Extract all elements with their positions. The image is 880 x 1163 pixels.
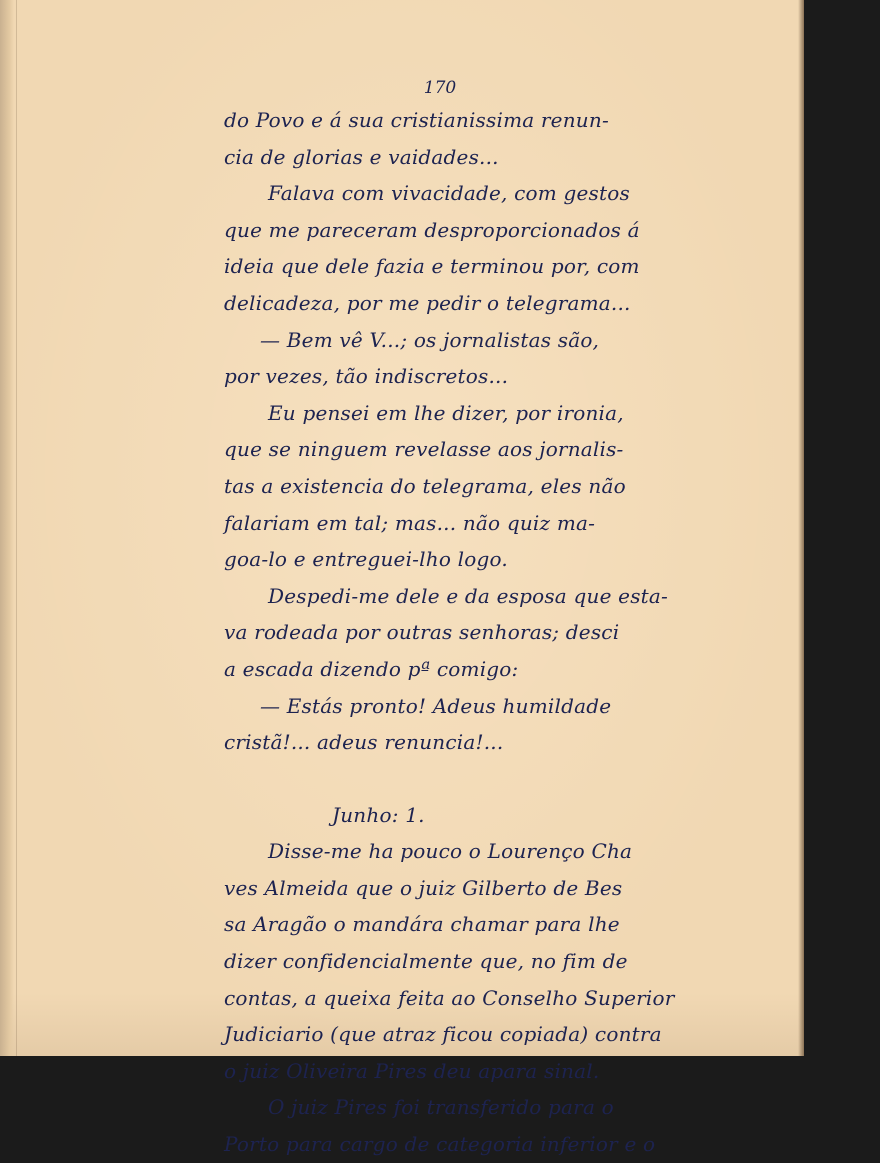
manuscript-line: Disse-me ha pouco o Lourenço Cha: [268, 839, 633, 864]
manuscript-line: va rodeada por outras senhoras; desci: [224, 620, 620, 645]
entry-spacer: [224, 761, 694, 797]
manuscript-line: goa-lo e entreguei-lho logo.: [224, 547, 508, 572]
manuscript-line: a escada dizendo pª comigo:: [224, 656, 519, 681]
manuscript-line: sa Aragão o mandára chamar para lhe: [224, 912, 620, 937]
manuscript-line: ves Almeida que o juiz Gilberto de Bes: [224, 875, 623, 900]
manuscript-line: falariam em tal; mas... não quiz ma-: [224, 510, 596, 535]
manuscript-line: contas, a queixa feita ao Conselho Superior: [224, 985, 675, 1010]
entry-date-heading: Junho: 1.: [332, 802, 425, 827]
manuscript-line: tas a existencia do telegrama, eles não: [224, 473, 626, 498]
manuscript-line: delicadeza, por me pedir o telegrama...: [224, 290, 631, 315]
manuscript-line: por vezes, tão indiscretos...: [224, 364, 509, 389]
manuscript-line: ideia que dele fazia e terminou por, com: [224, 254, 640, 279]
manuscript-line: Falava com vivacidade, com gestos: [268, 181, 630, 206]
page-gutter: [0, 0, 14, 1056]
manuscript-line: O juiz Pires foi transferido para o: [268, 1095, 614, 1120]
manuscript-line: dizer confidencialmente que, no fim de: [224, 949, 628, 974]
manuscript-line: cristã!... adeus renuncia!...: [224, 730, 504, 755]
page-edge-shadow: [798, 0, 804, 1056]
manuscript-line: Porto para cargo de categoria inferior e o: [224, 1132, 656, 1157]
manuscript-line: Eu pensei em lhe dizer, por ironia,: [268, 400, 624, 425]
manuscript-line: — Estás pronto! Adeus humildade: [260, 693, 612, 718]
manuscript-line: que me pareceram desproporcionados á: [224, 217, 640, 242]
manuscript-line: cia de glorias e vaidades...: [224, 144, 499, 169]
manuscript-line: Judiciario (que atraz ficou copiada) contra: [224, 1022, 662, 1047]
manuscript-line: Despedi-me dele e da esposa que esta-: [268, 583, 668, 608]
page-number: 170: [423, 78, 457, 98]
binding-line: [16, 0, 17, 1056]
manuscript-line: o juiz Oliveira Pires deu apara sinal.: [224, 1058, 600, 1083]
manuscript-line: — Bem vê V...; os jornalistas são,: [260, 327, 600, 352]
manuscript-line: que se ninguem revelasse aos jornalis-: [224, 437, 624, 462]
handwritten-text-block: [224, 102, 694, 1163]
manuscript-line: do Povo e á sua cristianissima renun-: [224, 108, 609, 132]
